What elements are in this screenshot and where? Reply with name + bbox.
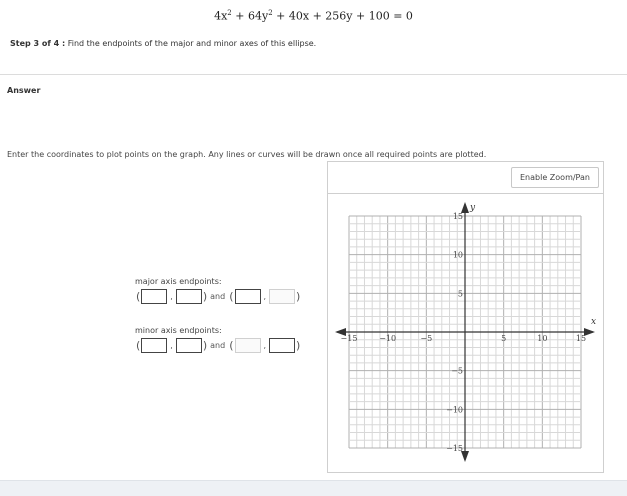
major-axis-inputs	[135, 289, 301, 304]
minor-axis-inputs	[135, 338, 301, 353]
coordinate-plane[interactable]	[328, 193, 603, 472]
comma: ,	[170, 341, 173, 350]
comma: ,	[263, 292, 267, 301]
footer-band	[0, 480, 627, 496]
step-label: Step 3 of 4 :	[10, 39, 66, 48]
y-tick-label: −5	[451, 366, 463, 376]
open-paren: (	[136, 339, 141, 352]
major-p2-x-input[interactable]	[235, 289, 261, 304]
close-paren: )	[202, 290, 208, 303]
y-tick-label: −15	[446, 444, 463, 453]
x-tick-label: −15	[340, 334, 358, 343]
minor-axis-group	[135, 326, 301, 353]
step-instruction	[10, 39, 316, 48]
graph-toolbar	[328, 162, 603, 194]
comma: ,	[263, 341, 267, 350]
open-paren: (	[229, 339, 234, 352]
x-tick-label: −10	[379, 334, 397, 343]
close-paren: )	[296, 290, 301, 303]
step-text: Find the endpoints of the major and minor axes of this ellipse.	[67, 39, 317, 48]
x-tick-label: 10	[537, 334, 548, 343]
minor-p2-x-input[interactable]	[235, 338, 261, 353]
open-paren: (	[136, 290, 141, 303]
open-paren: (	[229, 290, 234, 303]
y-tick-label: −10	[446, 405, 463, 415]
graph-panel	[327, 161, 604, 473]
major-p1-x-input[interactable]	[141, 289, 167, 304]
close-paren: )	[296, 339, 301, 352]
y-tick-label: 15	[452, 212, 463, 221]
major-p1-y-input[interactable]	[176, 289, 202, 304]
y-tick-label: 10	[452, 250, 463, 260]
y-axis-label: y	[470, 203, 476, 213]
y-tick-label: 5	[457, 289, 463, 299]
minor-axis-label: minor axis endpoints:	[135, 326, 222, 335]
and-label: and	[210, 292, 226, 301]
x-axis-label: x	[591, 317, 597, 327]
problem-equation: $4x^2 + 64y^2 + 40x + 256y + 100 = 0$	[214, 9, 413, 23]
minor-p1-x-input[interactable]	[141, 338, 167, 353]
and-label: and	[210, 341, 226, 350]
major-p2-y-input[interactable]	[269, 289, 295, 304]
minor-p1-y-input[interactable]	[176, 338, 202, 353]
comma: ,	[170, 292, 173, 301]
enable-zoom-pan-button[interactable]: Enable Zoom/Pan	[511, 167, 599, 188]
graph-instruction: Enter the coordinates to plot points on the graph. Any lines or curves will be drawn once all required points are plotted.	[7, 150, 487, 159]
x-tick-label: 15	[575, 334, 587, 343]
x-tick-label: 5	[501, 334, 507, 343]
answer-heading: Answer	[7, 86, 41, 95]
close-paren: )	[202, 339, 208, 352]
major-axis-label: major axis endpoints:	[135, 277, 222, 286]
minor-p2-y-input[interactable]	[269, 338, 295, 353]
major-axis-group	[135, 277, 301, 304]
section-divider	[0, 74, 627, 75]
x-tick-label: −5	[420, 334, 433, 343]
